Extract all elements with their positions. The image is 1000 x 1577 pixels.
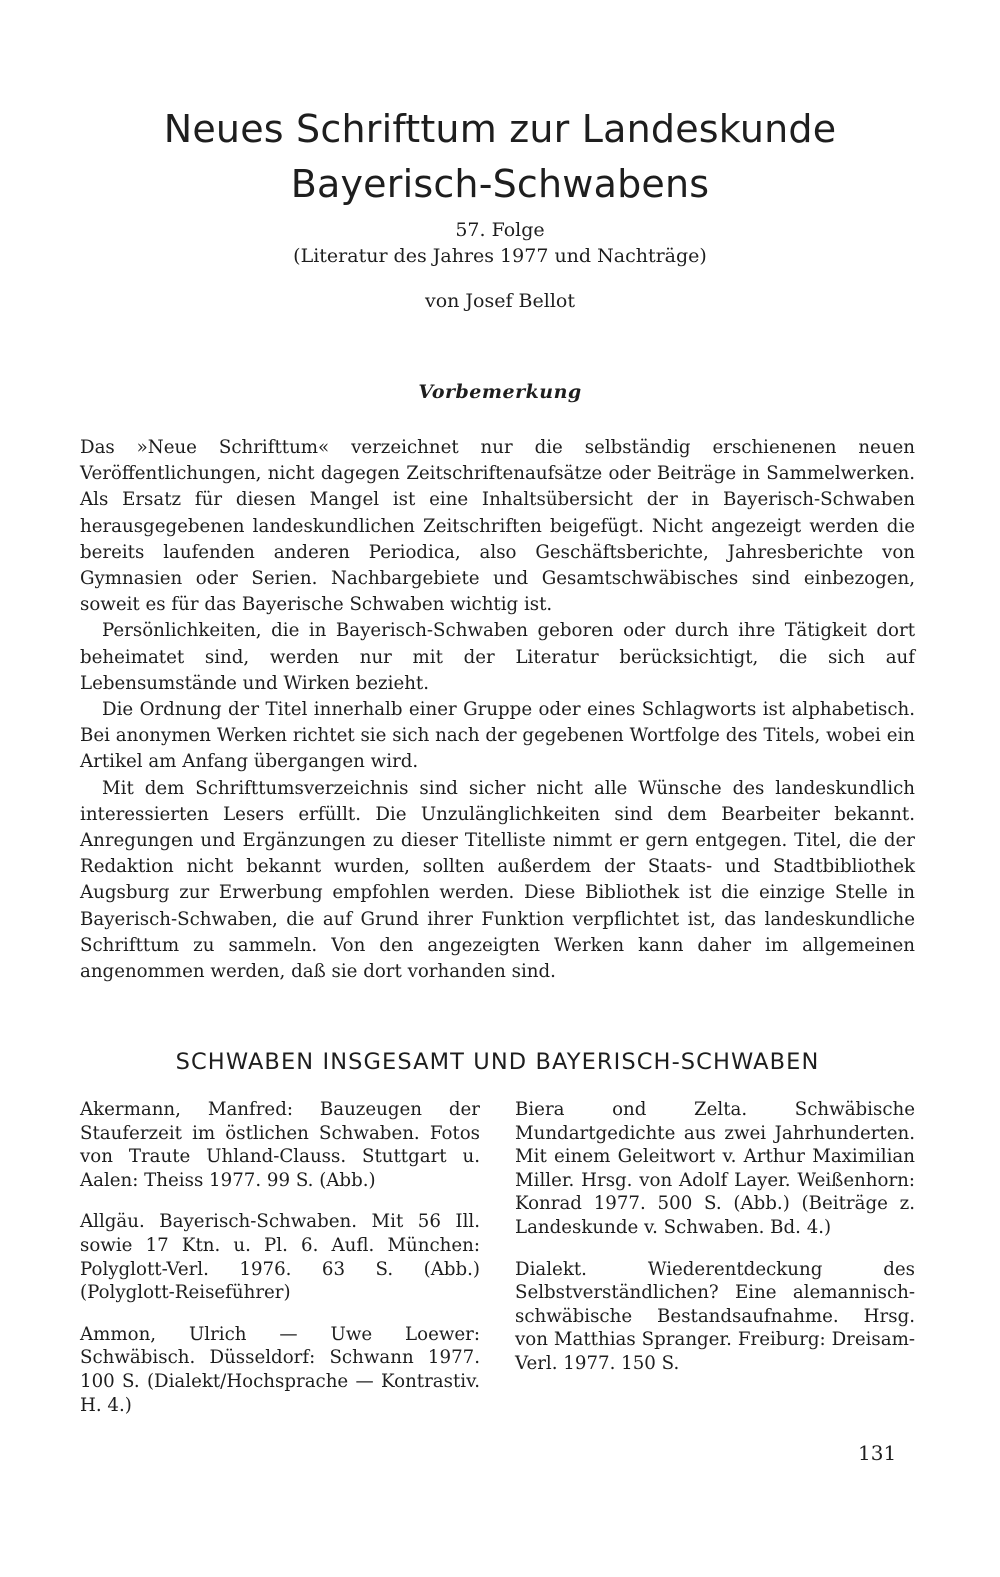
- article-title-line-1: Neues Schrifttum zur Landeskunde: [163, 107, 837, 151]
- article-subtitle: (Literatur des Jahres 1977 und Nachträge): [293, 245, 707, 267]
- preface-body: [80, 435, 915, 985]
- bibliography-entry: Ammon, Ulrich — Uwe Loewer: Schwäbisch. Düsseldorf: Schwann 1977. 100 S. (Dialekt/Hochsprache — Kontrastiv. H. 4.): [80, 1323, 480, 1416]
- section-heading: SCHWABEN INSGESAMT UND BAYERISCH-SCHWABEN: [175, 1049, 820, 1075]
- article-title-line-2: Bayerisch-Schwabens: [290, 162, 710, 206]
- bibliography-entry: Akermann, Manfred: Bauzeugen der Stauferzeit im östlichen Schwaben. Fotos von Traute Uhland-Clauss. Stuttgart u. Aalen: Theiss 1977. 99 S. (Abb.): [80, 1099, 480, 1191]
- preface-paragraph: Mit dem Schrifttumsverzeichnis sind sicher nicht alle Wünsche des landeskundlich interessierten Lesers erfüllt. Die Unzulänglichkeiten sind dem Bearbeiter bekannt. Anregungen und Ergänzungen zu dieser Titelliste nimmt er gern entgegen. Titel, die der Redaktion nicht bekannt wurden, sollten außerdem der Staats- und Stadtbibliothek Augsburg zur Erwerbung empfohlen werden. Diese Bibliothek ist die einzige Stelle in Bayerisch-Schwaben, die auf Grund ihrer Funktion verpflichtet ist, das landeskundliche Schrifttum zu sammeln. Von den angezeigten Werken kann daher im allgemeinen angenommen werden, daß sie dort vorhanden sind.: [80, 777, 915, 983]
- preface-paragraph: Das »Neue Schrifttum« verzeichnet nur die selbständig erschienenen neuen Veröffentlichungen, nicht dagegen Zeitschriftenaufsätze oder Beiträge in Sammelwerken. Als Ersatz für diesen Mangel ist eine Inhaltsübersicht der in Bayerisch-Schwaben herausgegebenen landeskundlichen Zeitschriften beigefügt. Nicht angezeigt werden die bereits laufenden anderen Periodica, also Geschäftsberichte, Jahresberichte von Gymnasien oder Serien. Nachbargebiete und Gesamtschwäbisches sind einbezogen, soweit es für das Bayerische Schwaben wichtig ist.: [80, 437, 915, 616]
- author-line: von Josef Bellot: [424, 290, 575, 312]
- preface-paragraph: Persönlichkeiten, die in Bayerisch-Schwaben geboren oder durch ihre Tätigkeit dort beheimatet sind, werden nur mit der Literatur berücksichtigt, die sich auf Lebensumstände und Wirken bezieht.: [80, 620, 915, 694]
- preface-heading: Vorbemerkung: [418, 381, 582, 403]
- bibliography-entry: Biera ond Zelta. Schwäbische Mundartgedichte aus zwei Jahrhunderten. Mit einem Geleitwort v. Arthur Maximilian Miller. Hrsg. von Adolf Layer. Weißenhorn: Konrad 1977. 500 S. (Abb.) (Beiträge z. Landeskunde v. Schwaben. Bd. 4.): [515, 1099, 915, 1238]
- preface-paragraph: Die Ordnung der Titel innerhalb einer Gruppe oder eines Schlagworts ist alphabetisch. Bei anonymen Werken richtet sie sich nach der gegebenen Wortfolge des Titels, wobei ein Artikel am Anfang übergangen wird.: [80, 699, 915, 773]
- page-number: 131: [858, 1441, 897, 1465]
- bibliography-entry: Dialekt. Wiederentdeckung des Selbstverständlichen? Eine alemannisch-schwäbische Bestandsaufnahme. Hrsg. von Matthias Spranger. Freiburg: Dreisam-Verl. 1977. 150 S.: [515, 1258, 915, 1374]
- bibliography-column-left: [80, 1098, 480, 1435]
- bibliography-column-right: [515, 1098, 915, 1394]
- bibliography-entry: Allgäu. Bayerisch-Schwaben. Mit 56 Ill. sowie 17 Ktn. u. Pl. 6. Aufl. München: Polyglott-Verl. 1976. 63 S. (Abb.) (Polyglott-Reiseführer): [80, 1211, 480, 1304]
- series-number: 57. Folge: [455, 219, 545, 241]
